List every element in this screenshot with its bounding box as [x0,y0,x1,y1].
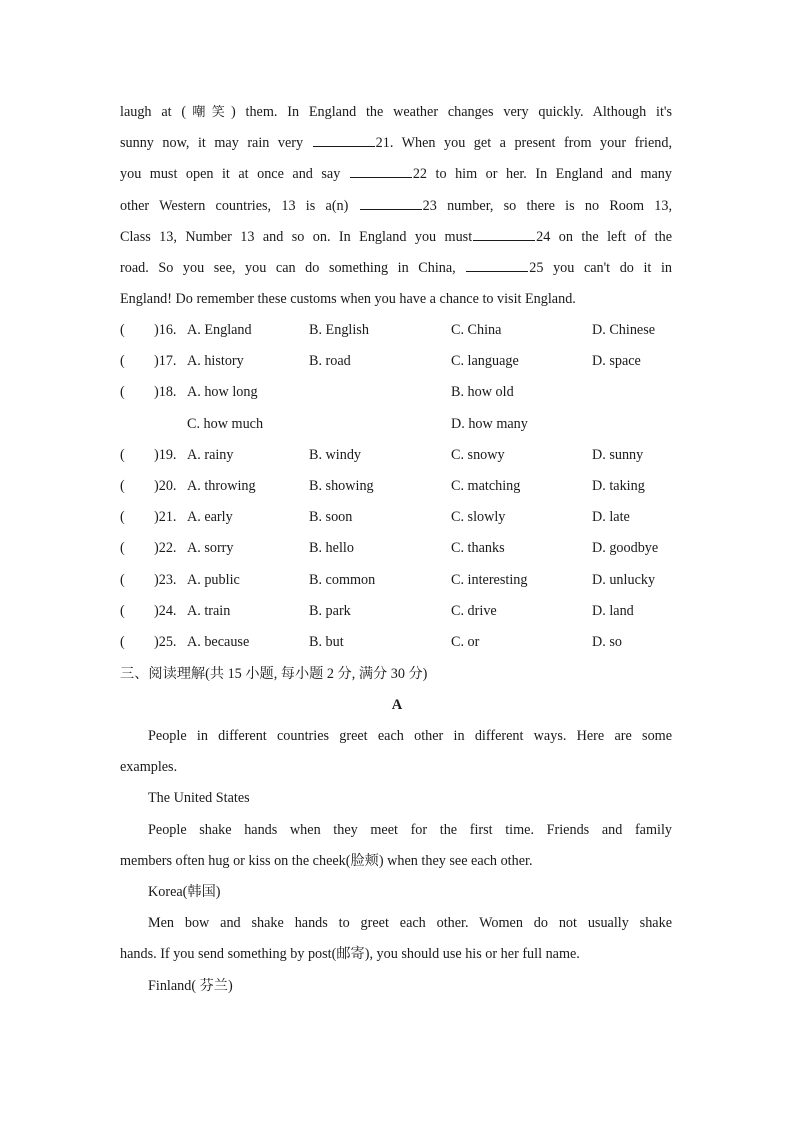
reading-paragraph: People in different countries greet each other in different ways. Here are some [148,728,672,744]
cloze-line-1: laugh at (嘲笑) them. In England the weather changes very quickly. Although it's [120,104,673,120]
question-row: ( )18. A. how long B. how old [120,377,680,408]
cloze-line-7: England! Do remember these customs when you have a chance to visit England. [120,291,576,308]
subheading-finland: Finland( 芬兰) [148,977,233,994]
question-row: ( )23. A. public B. common C. interesting D. unlucky [120,565,680,596]
option-b[interactable]: B. English [309,322,369,338]
option-c[interactable]: C. snowy [451,446,505,463]
option-b[interactable]: B. road [309,353,351,370]
option-b[interactable]: B. showing [309,477,374,494]
answer-blank[interactable] [466,257,528,272]
reading-passage [120,721,672,1002]
option-c[interactable]: C. interesting [451,571,528,588]
question-row: ( )25. A. because B. but C. or D. so [120,627,680,658]
option-d[interactable]: D. goodbye [592,540,659,557]
option-c[interactable]: C. matching [451,477,521,494]
option-a[interactable]: A. train [187,602,231,619]
answer-options [120,315,680,658]
option-c[interactable]: C. drive [451,602,497,619]
cloze-passage [120,97,672,315]
option-c[interactable]: C. China [451,322,502,338]
question-row: ( )21. A. early B. soon C. slowly D. late [120,502,680,533]
cloze-line-2: sunny now, it may rain very 21. When you get a present from your friend, [120,128,672,159]
section-heading: 三、阅读理解(共 15 小题, 每小题 2 分, 满分 30 分) [120,666,428,682]
option-a[interactable]: A. public [187,571,240,588]
option-a[interactable]: A. rainy [187,446,234,463]
option-a[interactable]: A. throwing [187,477,256,494]
option-d[interactable]: D. how many [451,415,528,432]
option-b[interactable]: B. common [309,571,376,588]
option-c[interactable]: C. slowly [451,509,506,526]
question-row: ( )19. A. rainy B. windy C. snowy D. sunny [120,440,680,471]
option-c[interactable]: C. thanks [451,540,505,557]
reading-paragraph: hands. If you send something by post(邮寄), you should use his or her full name. [120,946,580,963]
option-c[interactable]: C. how much [187,415,264,432]
option-d[interactable]: D. so [592,633,622,650]
reading-paragraph: Men bow and shake hands to greet each other. Women do not usually shake [148,915,672,932]
question-row-continued [120,409,680,440]
answer-blank[interactable] [350,163,412,178]
reading-paragraph: People shake hands when they meet for the first time. Friends and family [148,821,672,838]
question-row: ( )20. A. throwing B. showing C. matching D. taking [120,471,680,502]
option-d[interactable]: D. space [592,353,641,370]
answer-blank[interactable] [313,132,375,147]
option-b[interactable]: B. how old [451,384,514,401]
question-row: ( )16. A. England B. English C. China D. Chinese [120,315,680,346]
option-c[interactable]: C. language [451,353,519,370]
option-d[interactable]: D. taking [592,477,645,494]
option-a[interactable]: A. sorry [187,540,234,557]
answer-blank[interactable] [360,195,422,210]
option-d[interactable]: D. late [592,509,630,526]
option-a[interactable]: A. history [187,353,244,370]
option-d[interactable]: D. Chinese [592,322,656,338]
cloze-line-4: other Western countries, 13 is a(n) 23 number, so there is no Room 13, [120,191,672,222]
question-row: ( )24. A. train B. park C. drive D. land [120,596,680,627]
cloze-line-3: you must open it at once and say 22 to him or her. In England and many [120,159,672,190]
option-b[interactable]: B. windy [309,446,362,463]
subheading-korea: Korea(韩国) [148,883,221,900]
cloze-line-6: road. So you see, you can do something in China, 25 you can't do it in [120,253,672,284]
option-c[interactable]: C. or [451,633,480,650]
option-b[interactable]: B. soon [309,509,353,526]
option-a[interactable]: A. England [187,322,252,338]
option-d[interactable]: D. unlucky [592,571,656,588]
option-b[interactable]: B. but [309,633,344,650]
option-a[interactable]: A. how long [187,384,258,401]
answer-blank[interactable] [473,226,535,241]
option-b[interactable]: B. park [309,602,351,619]
question-row: ( )17. A. history B. road C. language D. space [120,346,680,377]
option-a[interactable]: A. because [187,633,250,650]
option-d[interactable]: D. sunny [592,446,644,463]
option-d[interactable]: D. land [592,602,634,619]
option-b[interactable]: B. hello [309,540,354,557]
option-a[interactable]: A. early [187,509,233,526]
reading-paragraph: examples. [120,759,178,776]
subheading-united-states: The United States [148,790,250,807]
question-row: ( )22. A. sorry B. hello C. thanks D. goodbye [120,533,680,564]
cloze-line-5: Class 13, Number 13 and so on. In England you must 24 on the left of the [120,222,672,253]
reading-paragraph: members often hug or kiss on the cheek(脸颊) when they see each other. [120,852,533,869]
passage-title: A [391,697,403,713]
